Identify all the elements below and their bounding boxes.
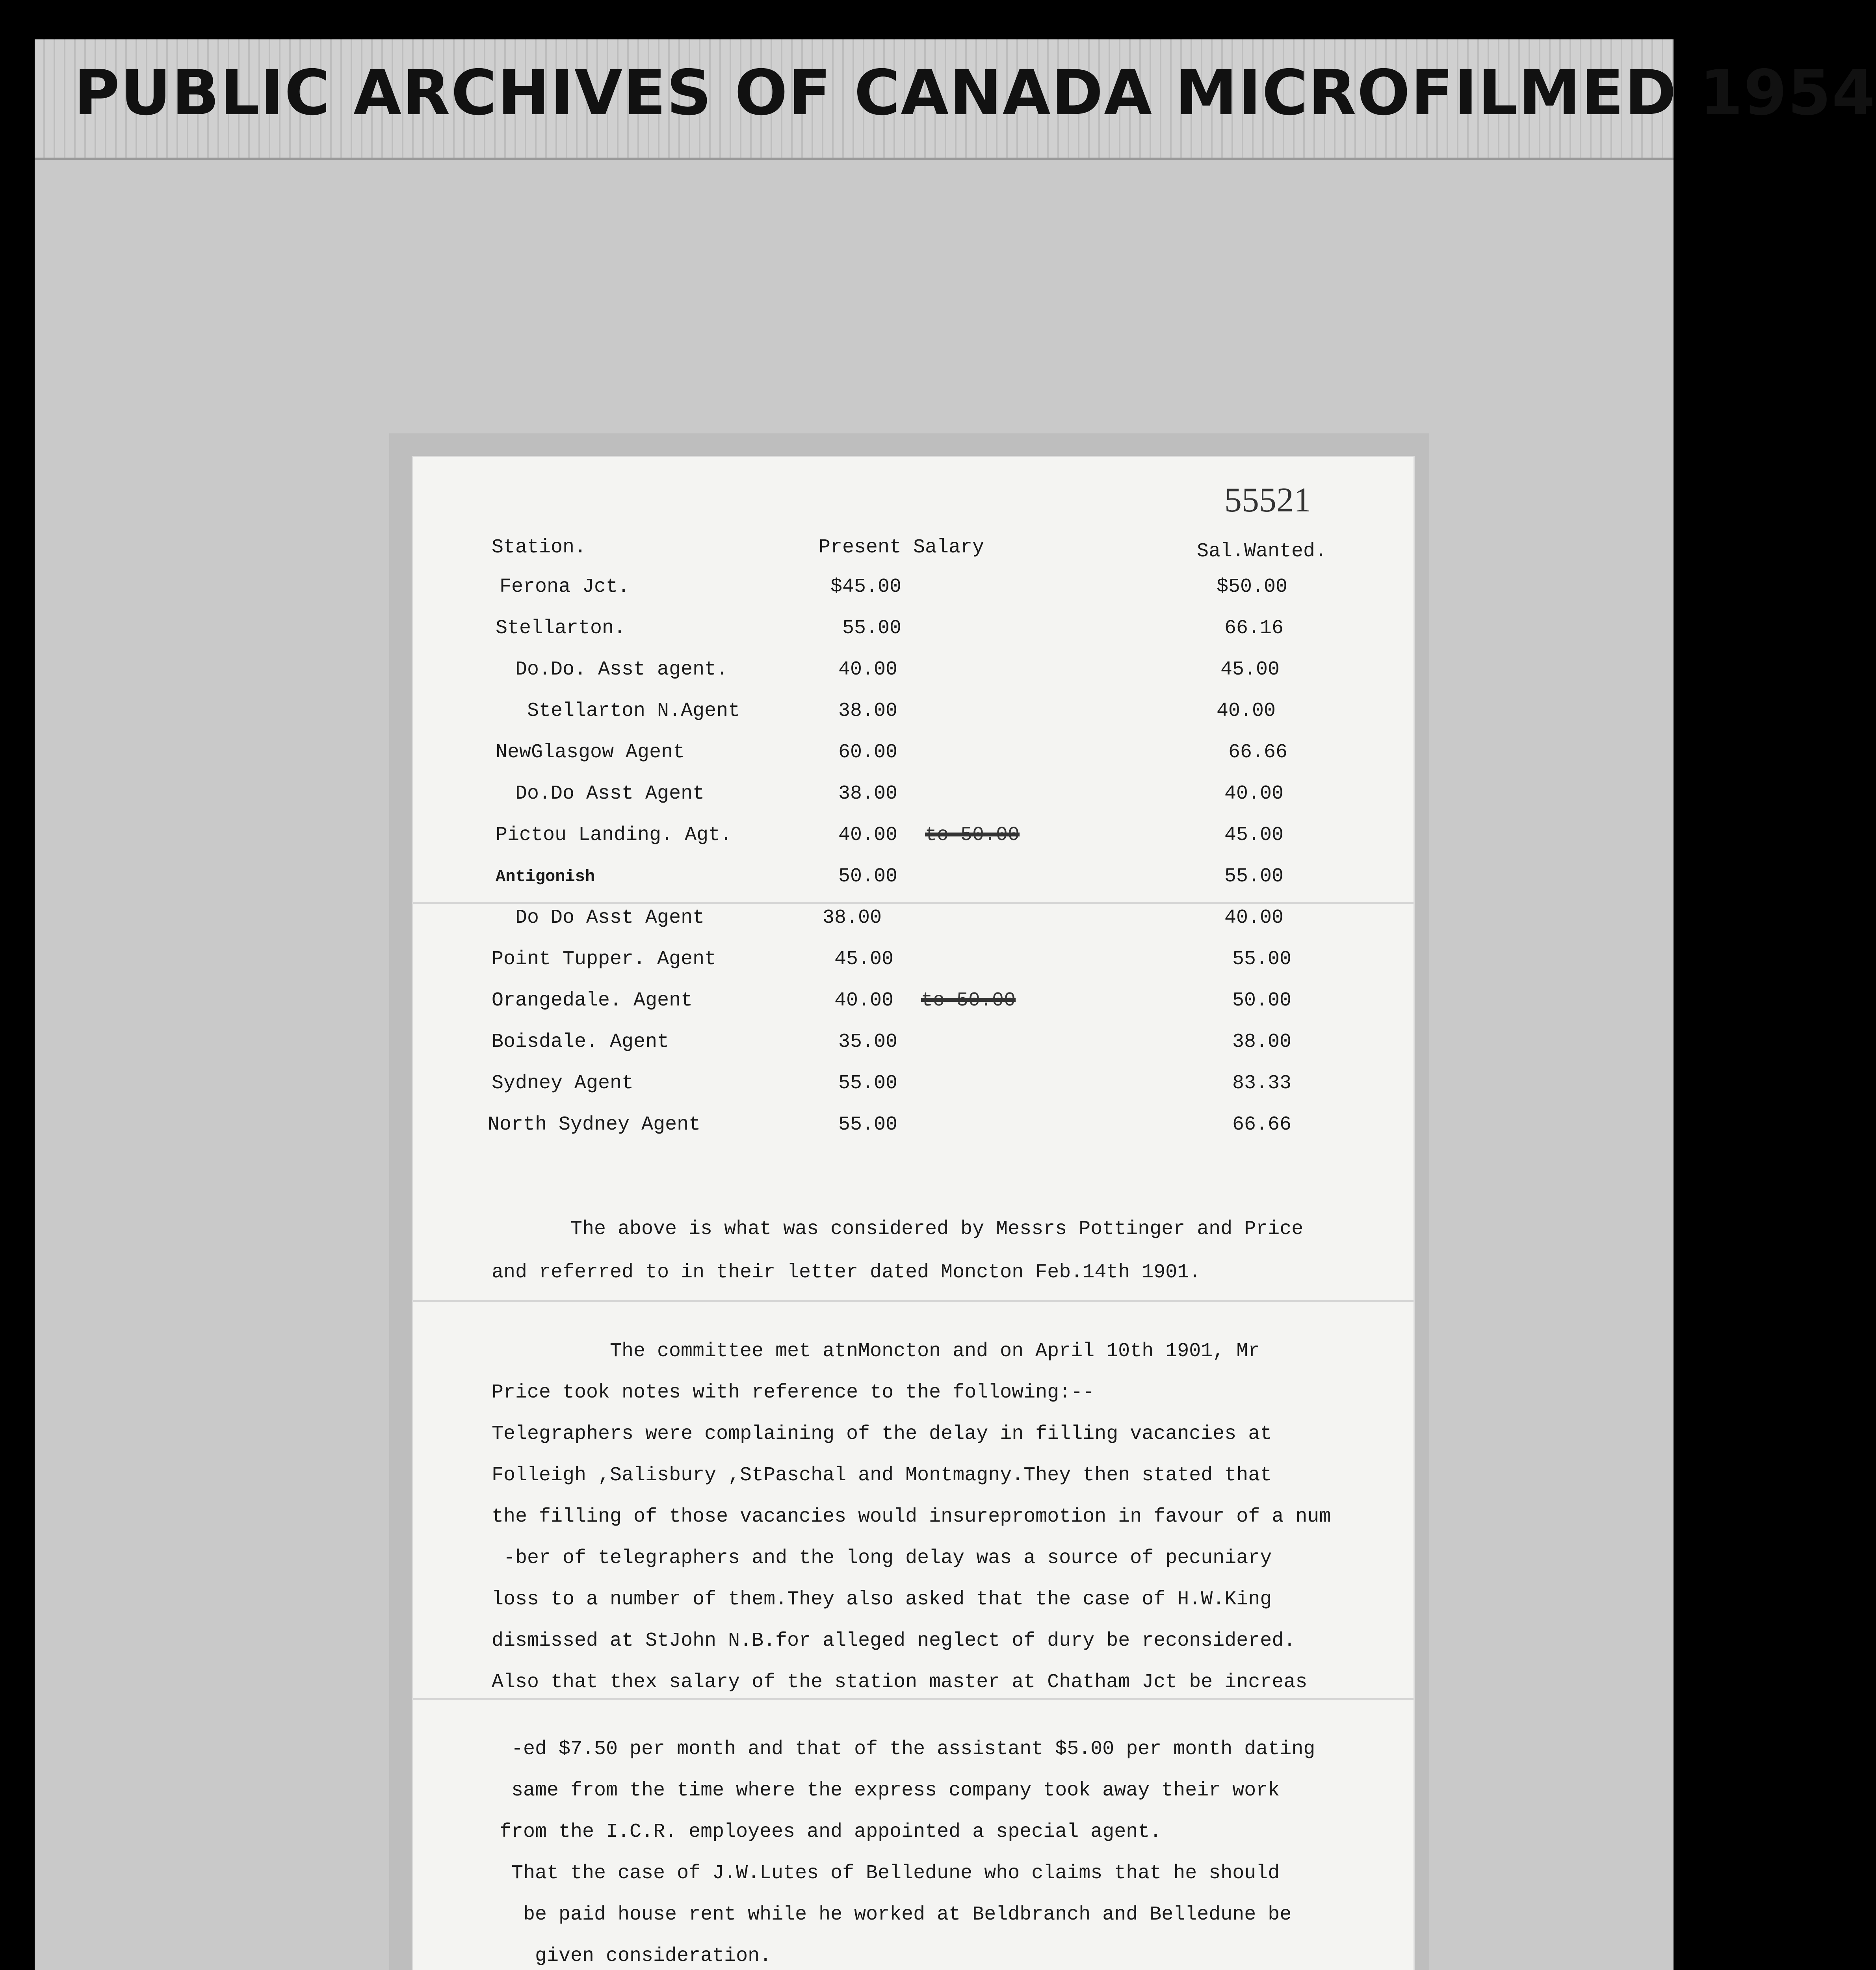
row-present-salary: 40.00 [838, 658, 898, 681]
row-station: Orangedale. Agent [492, 989, 693, 1012]
row-station: Do.Do Asst Agent [515, 782, 705, 805]
row-present-salary: 55.00 [842, 617, 902, 639]
page-fold-line [413, 1300, 1414, 1302]
paragraph-line: Price took notes with reference to the following:-- [492, 1381, 1095, 1404]
paragraph-line: loss to a number of them.They also asked that the case of H.W.King [492, 1588, 1272, 1611]
row-present-salary: 50.00 [838, 865, 898, 888]
row-station: Stellarton N.Agent [527, 700, 740, 722]
paragraph-line: the filling of those vacancies would insurepromotion in favour of a num [492, 1505, 1331, 1528]
row-struck-amount: to 50.00 [921, 989, 1016, 1012]
table-row [413, 906, 1414, 930]
typed-document-page [413, 457, 1414, 1970]
table-row [413, 823, 1414, 847]
paragraph-line: dismissed at StJohn N.B.for alleged neglect of dury be reconsidered. [492, 1630, 1296, 1652]
table-row [413, 741, 1414, 764]
row-salary-wanted: 40.00 [1217, 700, 1276, 722]
paragraph-line: given consideration. [535, 1945, 772, 1967]
row-present-salary: 38.00 [838, 782, 898, 805]
paragraph-line: Telegraphers were complaining of the delay in filling vacancies at [492, 1423, 1272, 1445]
page-fold-line [413, 1698, 1414, 1700]
row-salary-wanted: 55.00 [1224, 865, 1284, 888]
document-mount [389, 433, 1429, 1970]
table-row [413, 575, 1414, 599]
paragraph-line: -ber of telegraphers and the long delay was a source of pecuniary [503, 1547, 1272, 1569]
row-present-salary: 38.00 [823, 907, 882, 929]
microfilm-mount-board [35, 39, 1876, 1970]
row-station: Antigonish [496, 867, 595, 886]
row-present-salary: 38.00 [838, 700, 898, 722]
row-salary-wanted: $50.00 [1217, 576, 1288, 598]
paragraph-line: The committee met atnMoncton and on April 10th 1901, Mr [610, 1340, 1260, 1362]
paragraph-line: That the case of J.W.Lutes of Belledune who claims that he should [511, 1862, 1280, 1885]
row-present-salary: 55.00 [838, 1072, 898, 1095]
row-station: Pictou Landing. Agt. [496, 824, 732, 846]
row-present-salary: 45.00 [834, 948, 894, 970]
table-row [413, 989, 1414, 1013]
column-header-present-salary: Present Salary [819, 536, 984, 559]
table-row [413, 617, 1414, 640]
table-row [413, 865, 1414, 888]
document-number: 55521 [1224, 481, 1311, 519]
row-station: Point Tupper. Agent [492, 948, 717, 970]
row-salary-wanted: 50.00 [1232, 989, 1292, 1012]
table-row [413, 1072, 1414, 1095]
row-struck-amount: to 50.00 [925, 824, 1020, 846]
paragraph-line: -ed $7.50 per month and that of the assistant $5.00 per month dating [511, 1738, 1315, 1760]
row-present-salary: $45.00 [830, 576, 902, 598]
row-present-salary: 35.00 [838, 1031, 898, 1053]
paragraph-line: Also that thex salary of the station master at Chatham Jct be increas [492, 1671, 1308, 1693]
paragraph-line: same from the time where the express company took away their work [511, 1779, 1280, 1802]
row-station: Do.Do. Asst agent. [515, 658, 728, 681]
paragraph-line: and referred to in their letter dated Moncton Feb.14th 1901. [492, 1261, 1201, 1284]
row-station: North Sydney Agent [488, 1113, 701, 1136]
archive-header-strip [35, 39, 1876, 160]
row-salary-wanted: 40.00 [1224, 782, 1284, 805]
row-salary-wanted: 66.16 [1224, 617, 1284, 639]
table-row [413, 699, 1414, 723]
row-present-salary: 55.00 [838, 1113, 898, 1136]
row-station: Ferona Jct. [500, 576, 630, 598]
column-header-station: Station. [492, 536, 587, 559]
paragraph-line: from the I.C.R. employees and appointed a special agent. [500, 1821, 1162, 1843]
table-row [413, 658, 1414, 682]
table-row [413, 1113, 1414, 1137]
archive-header-title: PUBLIC ARCHIVES OF CANADA MICROFILMED 1954 [74, 57, 1876, 129]
column-header-salary-wanted: Sal.Wanted. [1197, 540, 1327, 563]
row-salary-wanted: 83.33 [1232, 1072, 1292, 1095]
row-salary-wanted: 45.00 [1224, 824, 1284, 846]
row-salary-wanted: 38.00 [1232, 1031, 1292, 1053]
row-salary-wanted: 66.66 [1232, 1113, 1292, 1136]
paragraph-line: Folleigh ,Salisbury ,StPaschal and Montmagny.They then stated that [492, 1464, 1272, 1487]
table-row [413, 948, 1414, 971]
paragraph-line: The above is what was considered by Messrs Pottinger and Price [570, 1218, 1304, 1240]
paragraph-line: be paid house rent while he worked at Beldbranch and Belledune be [523, 1903, 1292, 1926]
row-salary-wanted: 45.00 [1220, 658, 1280, 681]
row-station: Boisdale. Agent [492, 1031, 669, 1053]
table-row [413, 782, 1414, 806]
row-salary-wanted: 55.00 [1232, 948, 1292, 970]
row-present-salary: 40.00 [834, 989, 894, 1012]
row-salary-wanted: 40.00 [1224, 907, 1284, 929]
row-present-salary: 40.00 [838, 824, 898, 846]
row-station: NewGlasgow Agent [496, 741, 685, 764]
row-station: Sydney Agent [492, 1072, 634, 1095]
page-fold-line [413, 902, 1414, 904]
row-present-salary: 60.00 [838, 741, 898, 764]
table-row [413, 1030, 1414, 1054]
row-salary-wanted: 66.66 [1228, 741, 1288, 764]
row-station: Stellarton. [496, 617, 626, 639]
row-station: Do Do Asst Agent [515, 907, 705, 929]
